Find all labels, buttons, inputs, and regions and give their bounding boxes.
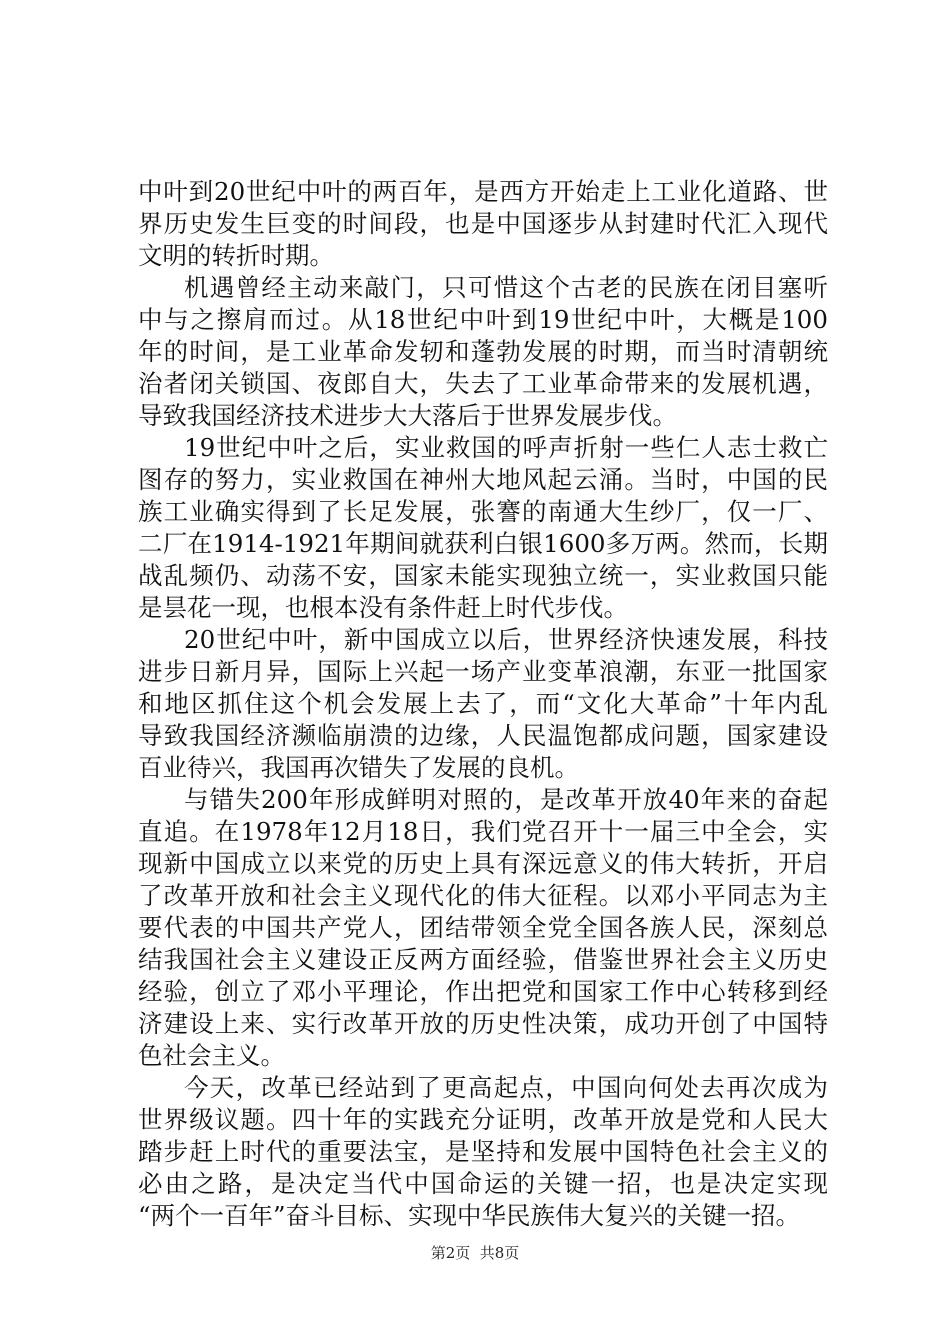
text-line: 必由之路，是决定当代中国命运的关键一招，也是决定实现: [138, 1169, 828, 1198]
text-line: 世界级议题。四十年的实践充分证明，改革开放是党和人民大: [138, 1105, 828, 1134]
text-line: 导致我国经济技术进步大大落后于世界发展步伐。: [138, 401, 677, 430]
text-line: 战乱频仍、动荡不安，国家未能实现独立统一，实业救国只能: [138, 561, 828, 590]
text-line: 与错失200年形成鲜明对照的，是改革开放40年来的奋起: [184, 785, 828, 814]
text-line: 百业待兴，我国再次错失了发展的良机。: [138, 753, 579, 782]
text-line: 19世纪中叶之后，实业救国的呼声折射一些仁人志士救亡: [184, 433, 828, 462]
text-line: 是昙花一现，也根本没有条件赶上时代步伐。: [138, 593, 628, 622]
text-line: 图存的努力，实业救国在神州大地风起云涌。当时，中国的民: [138, 465, 828, 494]
text-line: 族工业确实得到了长足发展，张謇的南通大生纱厂，仅一厂、: [138, 497, 828, 526]
text-line: 二厂在1914-1921年期间就获利白银1600多万两。然而，长期: [138, 529, 828, 558]
paragraph: [138, 432, 828, 624]
text-line: “两个一百年”奋斗目标、实现中华民族伟大复兴的关键一招。: [138, 1201, 801, 1230]
text-line: 治者闭关锁国、夜郎自大，失去了工业革命带来的发展机遇，: [138, 369, 828, 398]
text-line: 现新中国成立以来党的历史上具有深远意义的伟大转折，开启: [138, 849, 828, 878]
text-line: 济建设上来、实行改革开放的历史性决策，成功开创了中国特: [138, 1009, 828, 1038]
text-line: 机遇曾经主动来敲门，只可惜这个古老的民族在闭目塞听: [184, 273, 828, 302]
text-line: 经验，创立了邓小平理论，作出把党和国家工作中心转移到经: [138, 977, 828, 1006]
paragraph: [138, 624, 828, 784]
text-line: 直追。在1978年12月18日，我们党召开十一届三中全会，实: [138, 817, 828, 846]
text-line: 进步日新月异，国际上兴起一场产业变革浪潮，东亚一批国家: [138, 657, 828, 686]
text-line: 文明的转折时期。: [138, 241, 334, 270]
paragraph: [138, 272, 828, 432]
text-line: 中叶到20世纪中叶的两百年，是西方开始走上工业化道路、世: [138, 177, 828, 206]
text-line: 中与之擦肩而过。从18世纪中叶到19世纪中叶，大概是100: [138, 305, 828, 334]
paragraph: [138, 1072, 828, 1232]
text-line: 20世纪中叶，新中国成立以后，世界经济快速发展，科技: [184, 625, 828, 654]
page-footer: 第2页 共8页: [430, 1244, 520, 1262]
text-line: 年的时间，是工业革命发轫和蓬勃发展的时期，而当时清朝统: [138, 337, 828, 366]
text-line: 色社会主义。: [138, 1041, 285, 1070]
text-line: 要代表的中国共产党人，团结带领全党全国各族人民，深刻总: [138, 913, 828, 942]
paragraph: [138, 176, 828, 272]
text-line: 了改革开放和社会主义现代化的伟大征程。以邓小平同志为主: [138, 881, 828, 910]
text-line: 界历史发生巨变的时间段，也是中国逐步从封建时代汇入现代: [138, 209, 828, 238]
text-line: 今天，改革已经站到了更高起点，中国向何处去再次成为: [184, 1073, 828, 1102]
paragraph: [138, 784, 828, 1072]
text-line: 和地区抓住这个机会发展上去了，而“文化大革命”十年内乱: [138, 689, 828, 718]
document-body: [138, 176, 828, 1232]
text-line: 导致我国经济濒临崩溃的边缘，人民温饱都成问题，国家建设: [138, 721, 828, 750]
text-line: 结我国社会主义建设正反两方面经验，借鉴世界社会主义历史: [138, 945, 828, 974]
text-line: 踏步赶上时代的重要法宝，是坚持和发展中国特色社会主义的: [138, 1137, 828, 1166]
